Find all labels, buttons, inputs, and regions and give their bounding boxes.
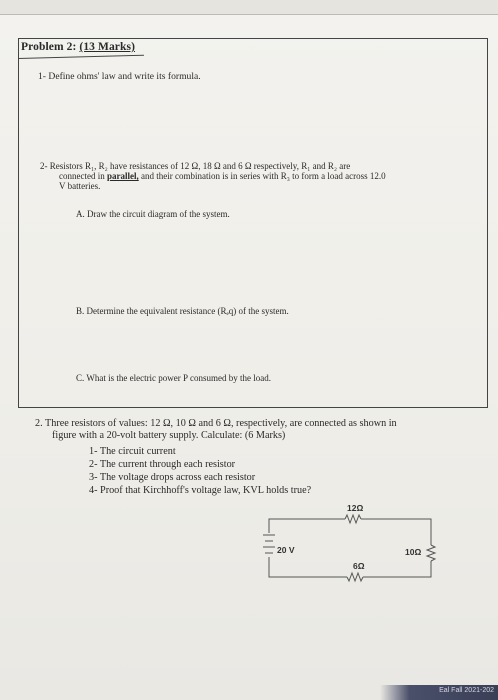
- question-2b-item-3: 3- The voltage drops across each resistor: [89, 472, 256, 483]
- part-b: B. Determine the equivalent resistance (Rₑq) of the system.: [76, 306, 289, 316]
- wire-bottom-left: [269, 557, 347, 577]
- page-top-edge: [0, 0, 498, 15]
- question-2b-item-1: 1- The circuit current: [89, 446, 176, 457]
- label-r6: 6Ω: [353, 561, 365, 571]
- footer-strip: [380, 685, 498, 700]
- resistor-10-zigzag: [427, 545, 435, 561]
- part-a: A. Draw the circuit diagram of the system.: [76, 209, 230, 219]
- resistor-6-zigzag: [347, 573, 363, 581]
- question-2b-item-2: 2- The current through each resistor: [89, 459, 236, 470]
- question-2b-line-2: figure with a 20-volt battery supply. Calculate: (6 Marks): [52, 430, 286, 441]
- question-2-line-2a: connected in: [59, 171, 107, 181]
- question-2b-item-4: 4- Proof that Kirchhoff's voltage law, KVL holds true?: [89, 485, 312, 496]
- wire-top-left: [269, 519, 345, 533]
- footer-text: Eal Fall 2021-202: [439, 687, 494, 694]
- label-r10: 10Ω: [405, 547, 422, 557]
- question-2-line-1: 2- Resistors R₁, R₂ have resistances of 12 Ω, 18 Ω and 6 Ω respectively, R₁ and R₂ are: [40, 161, 351, 171]
- label-battery: 20 V: [277, 545, 295, 555]
- circuit-diagram: [255, 505, 445, 590]
- question-2-line-3: V batteries.: [59, 181, 101, 191]
- problem-marks: (13 Marks): [79, 41, 136, 53]
- problem-2-box: [18, 38, 488, 408]
- label-r12: 12Ω: [347, 503, 364, 513]
- parallel-word: parallel,: [106, 171, 139, 181]
- part-c: C. What is the electric power P consumed by the load.: [76, 373, 271, 383]
- question-2b-line-1: 2. Three resistors of values: 12 Ω, 10 Ω and 6 Ω, respectively, are connected as shown in: [35, 418, 397, 429]
- problem-title-label: Problem 2:: [21, 41, 77, 53]
- question-1: 1- Define ohms' law and write its formula.: [38, 71, 201, 82]
- problem-title: [21, 41, 135, 53]
- resistor-12-zigzag: [345, 515, 361, 523]
- wire-top-right: [361, 519, 431, 545]
- wire-bottom-right: [363, 561, 431, 577]
- question-2-line-2: [59, 171, 386, 182]
- question-2-line-2b: and their combination is in series with R₃ to form a load across 12.0: [138, 171, 386, 181]
